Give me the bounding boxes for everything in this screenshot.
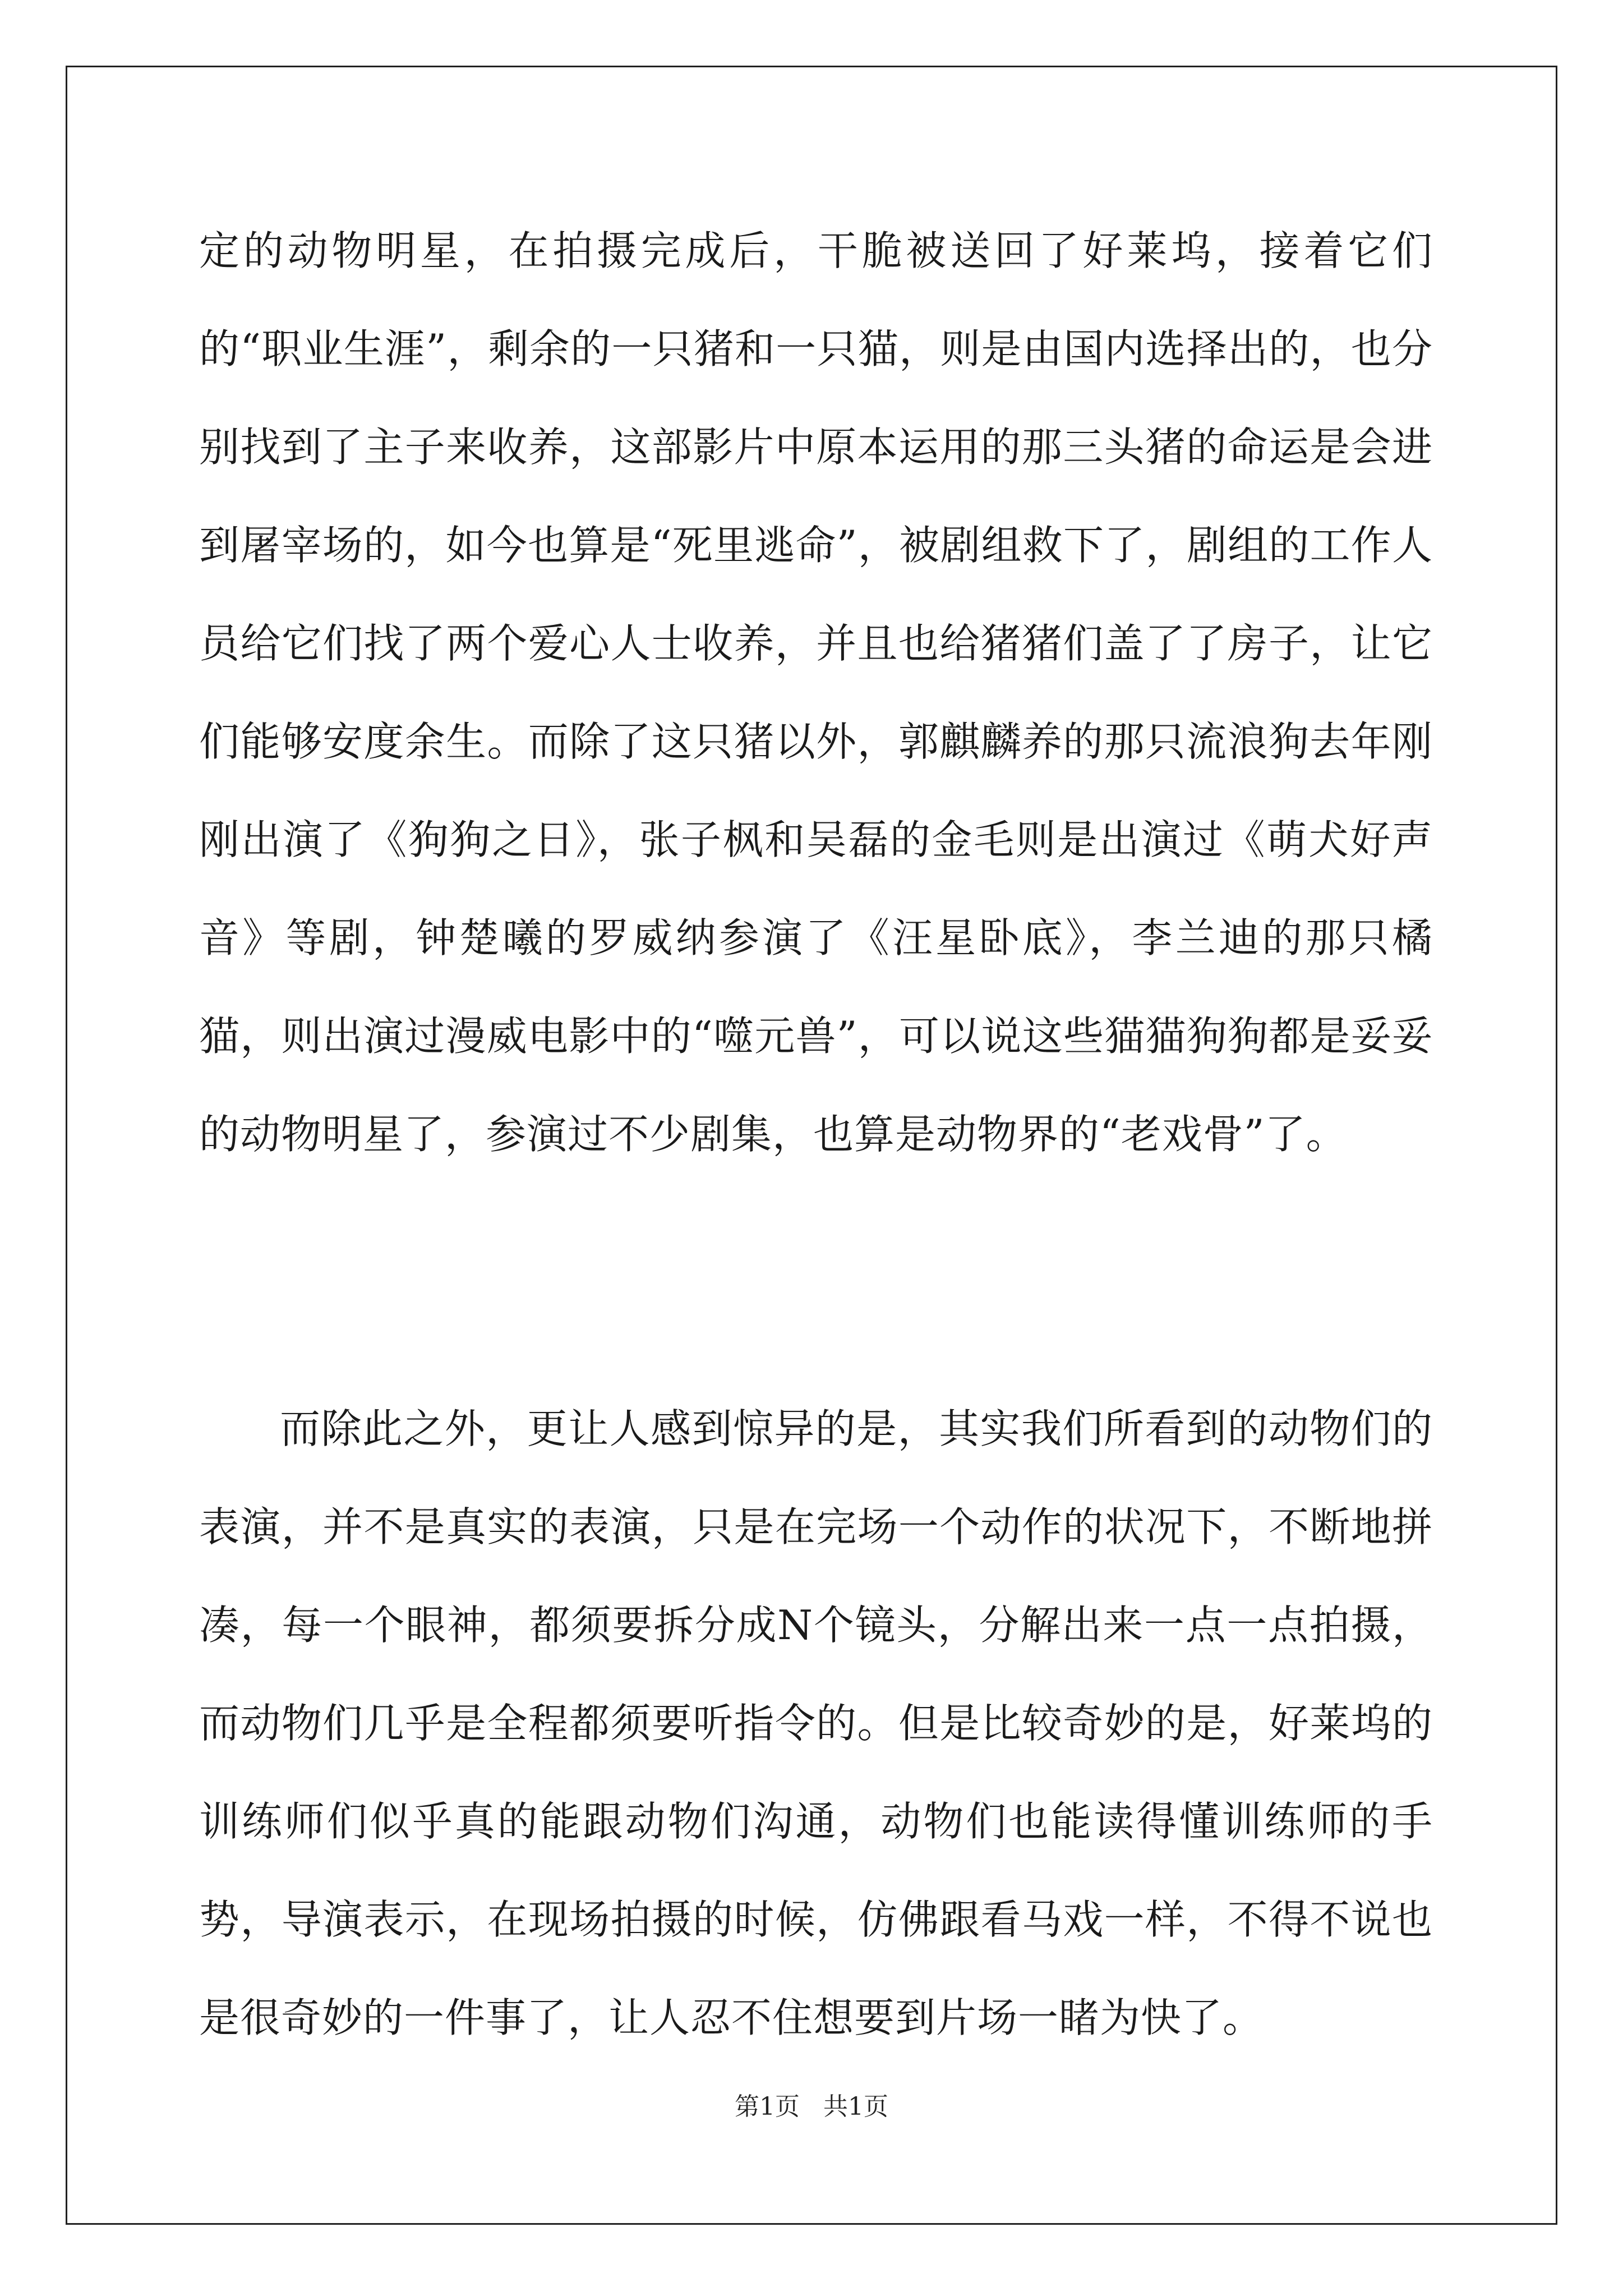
page-footer: 第1页 共1页: [735, 2092, 888, 2121]
body-paragraph-2: 而除此之外，更让人感到惊异的是，其实我们所看到的动物们的表演，并不是真实的表演，只是在完场一个动作的状况下，不断地拼凑，每一个眼神，都须要拆分成N个镜头，分解出来一点一点拍摄，而动物们几乎是全程都须要听指令的。但是比较奇妙的是，好莱坞的训练师们似乎真的能跟动物们沟通，动物们也能读得懂训练师的手势，导演表示，在现场拍摄的时候，仿佛跟看马戏一样，不得不说也是很奇妙的一件事了，让人忍不住想要到片场一睹为快了。: [199, 1405, 1433, 2041]
body-paragraph-1: 定的动物明星，在拍摄完成后，干脆被送回了好莱坞，接着它们的“职业生涯”，剩余的一只猪和一只猫，则是由国内选择出的，也分别找到了主子来收养，这部影片中原本运用的那三头猪的命运是会进到屠宰场的，如今也算是“死里逃命”，被剧组救下了，剧组的工作人员给它们找了两个爱心人士收养，并且也给猪猪们盖了了房子，让它们能够安度余生。而除了这只猪以外，郭麒麟养的那只流浪狗去年刚刚出演了《狗狗之日》，张子枫和吴磊的金毛则是出演过《萌犬好声音》等剧，钟楚曦的罗威纳参演了《汪星卧底》，李兰迪的那只橘猫，则出演过漫威电影中的“噬元兽”，可以说这些猫猫狗狗都是妥妥的动物明星了，参演过不少剧集，也算是动物界的“老戏骨”了。: [199, 227, 1433, 1158]
